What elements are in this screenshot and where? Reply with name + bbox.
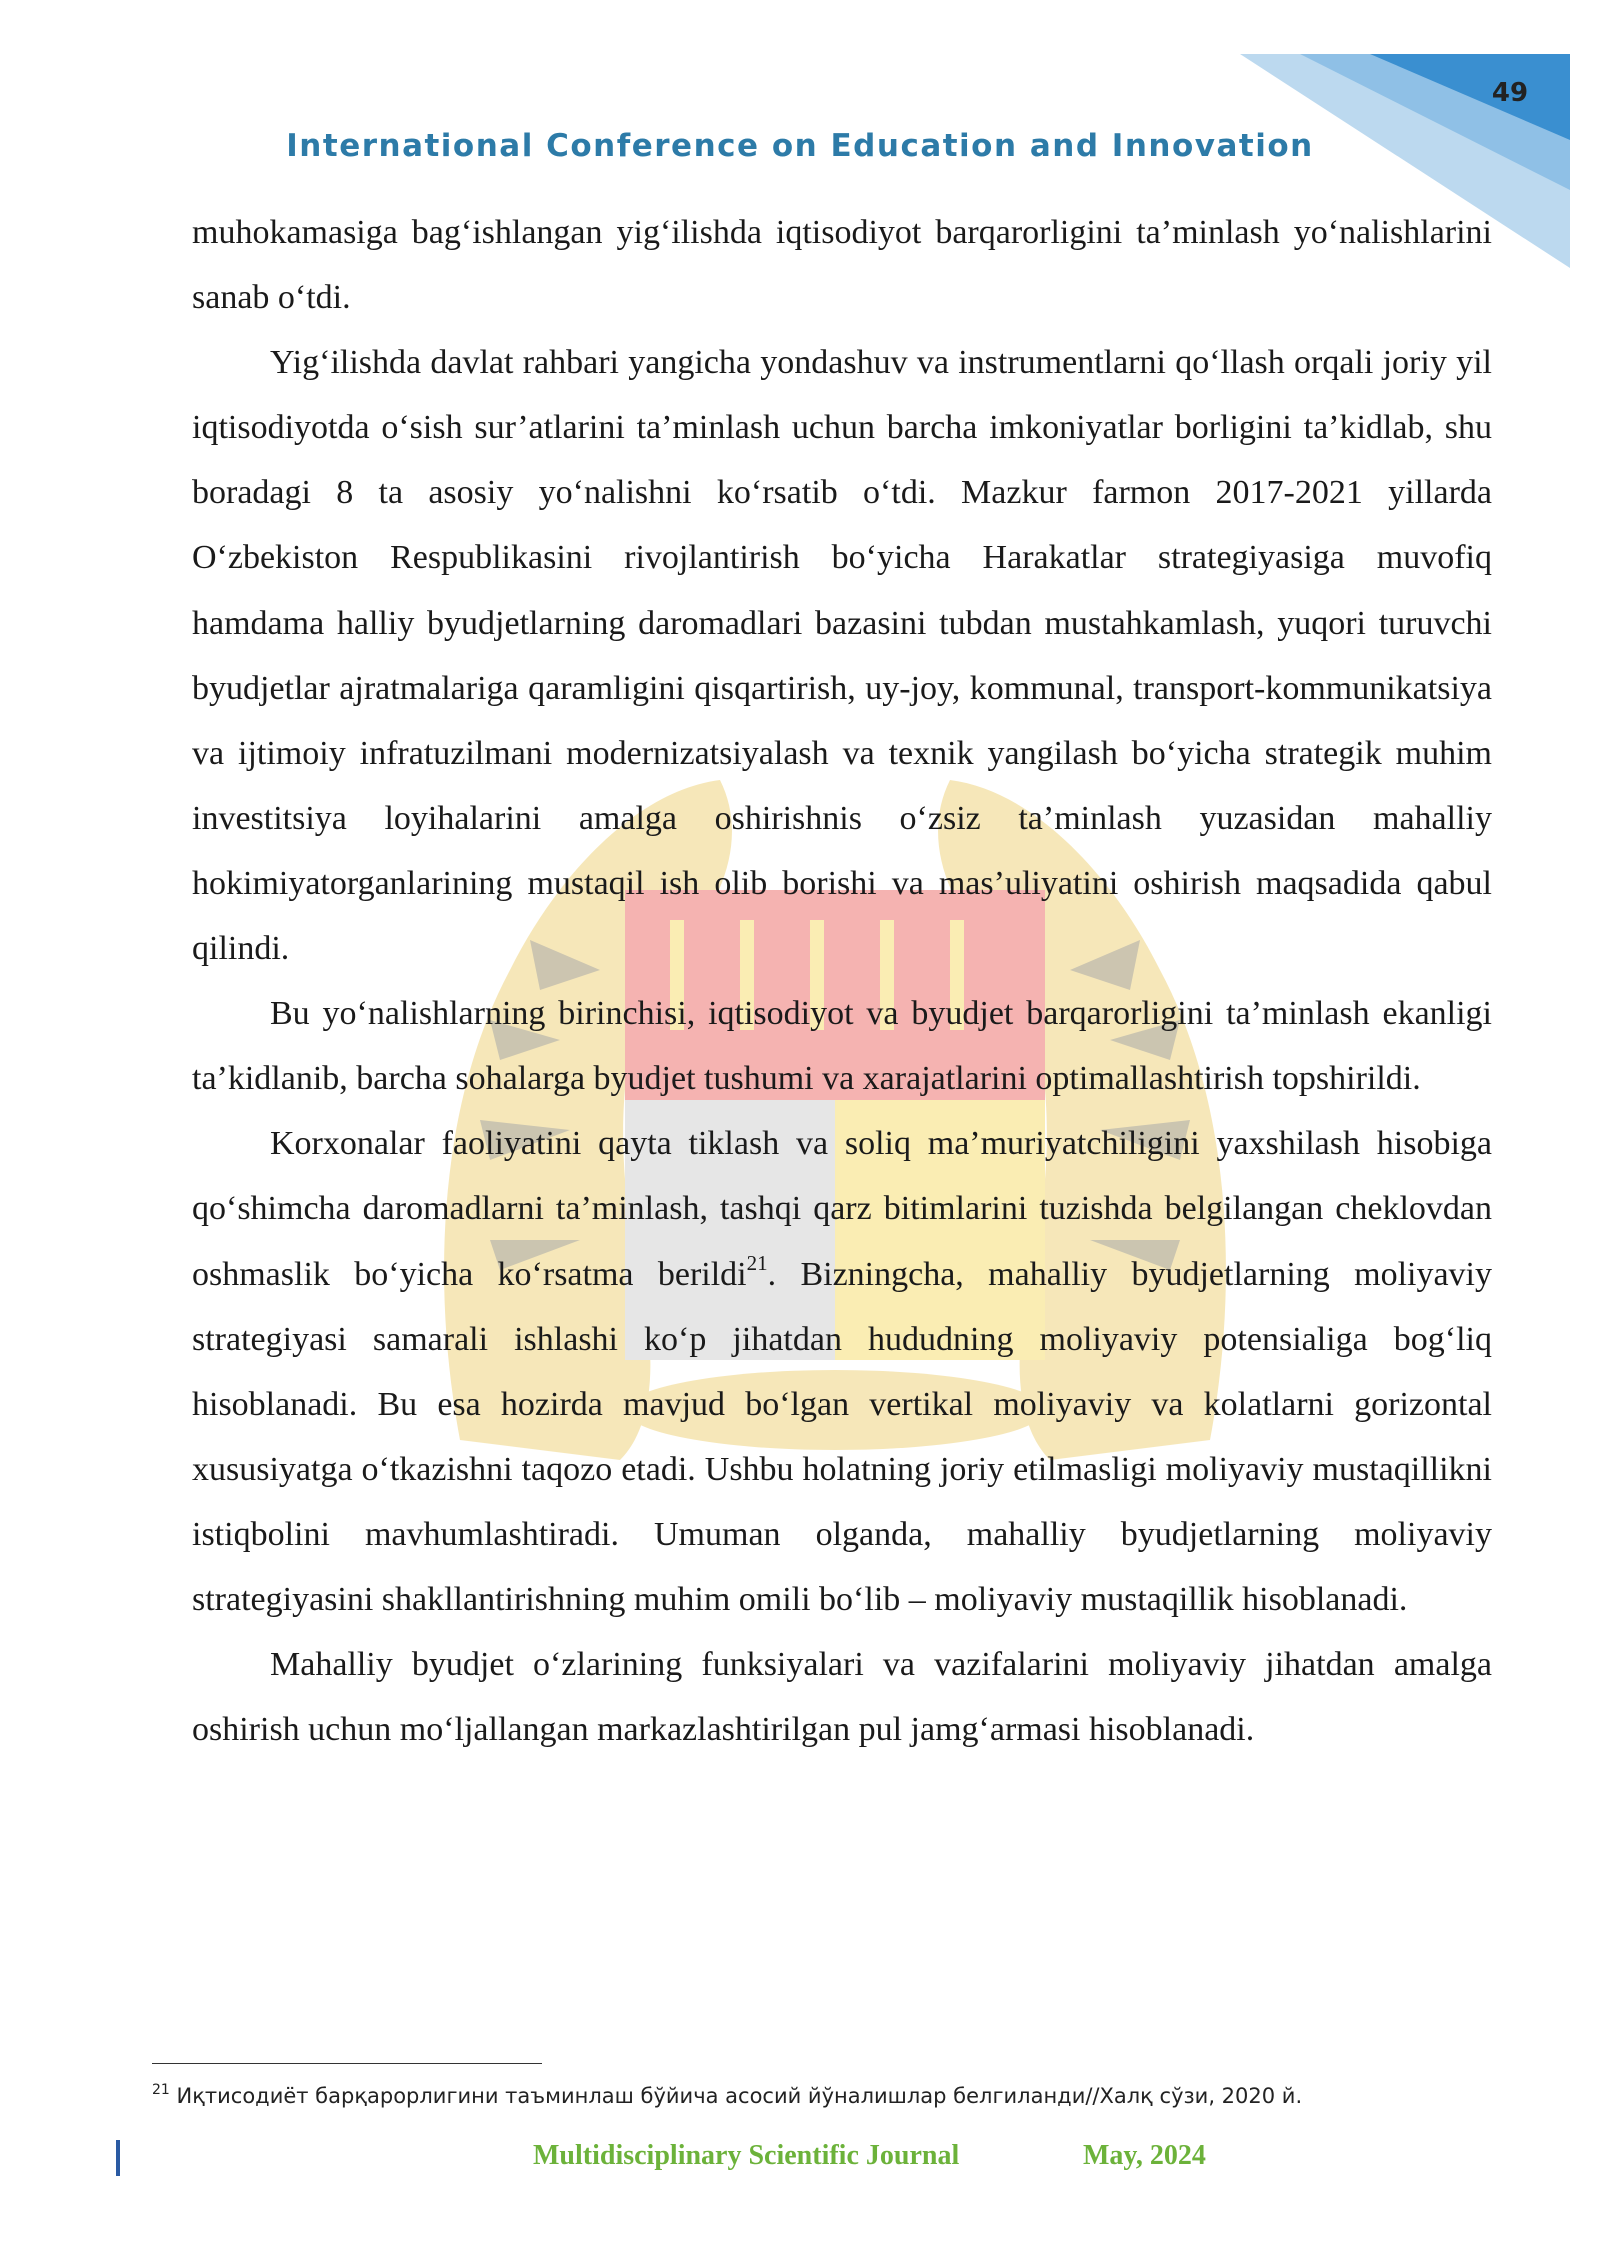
paragraph: Mahalliy byudjet o‘zlarining funksiyalari va vazifalarini moliyaviy jihatdan amalga oshirish uchun mo‘ljallangan markazlashtirilgan pul jamg‘armasi hisoblanadi. [192,1646,1492,1749]
paragraph: muhokamasiga bag‘ishlangan yig‘ilishda iqtisodiyot barqarorligini ta’minlash yo‘nalishlarini sanab o‘tdi. [192,214,1492,317]
body-text [192,200,1492,1762]
paragraph: Bu yo‘nalishlarning birinchisi, iqtisodiyot va byudjet barqarorligini ta’minlash ekanligi ta’kidlanib, barcha sohalarga byudjet tushumi va xarajatlarini optimallashtirish topshirildi. [192,995,1492,1098]
paragraph: Yig‘ilishda davlat rahbari yangicha yondashuv va instrumentlarni qo‘llash orqali joriy yil iqtisodiyotda o‘sish sur’atlarini ta’minlash uchun barcha imkoniyatlar borligini ta’kidlab, shu boradagi 8 ta asosiy yo‘nalishni ko‘rsatib o‘tdi. Mazkur farmon 2017-2021 yillarda O‘zbekiston Respublikasini rivojlantirish bo‘yicha Harakatlar strategiyasiga muvofiq hamdama halliy byudjetlarning daromadlari bazasini tubdan mustahkamlash, yuqori turuvchi byudjetlar ajratmalariga qaramligini qisqartirish, uy-joy, kommunal, transport-kommunikatsiya va ijtimoiy infratuzilmani modernizatsiyalash va texnik yangilash bo‘yicha strategik muhim investitsiya loyihalarini amalga oshirishnis o‘zsiz ta’minlash yuzasidan mahalliy hokimiyatorganlarining mustaqil ish olib borishi va mas’uliyatini oshirish maqsadida qabul qilindi. [192,344,1492,968]
footnote [152,2084,1502,2108]
footnote-reference[interactable]: 21 [746,1251,768,1276]
conference-title: International Conference on Education and Innovation [286,128,1314,164]
footer-journal-name: Multidisciplinary Scientific Journal [533,2140,960,2171]
footnote-divider [152,2063,542,2064]
footnote-number: 21 [152,2082,170,2098]
footer-bar [116,2140,120,2176]
paragraph-text: Korxonalar faoliyatini qayta tiklash va soliq ma’muriyatchiligini yaxshilash hisobiga qo‘shimcha daromadlarni ta’minlash, tashqi qarz bitimlarini tuzishda belgilangan cheklovdan oshmaslik bo‘yicha ko‘rsatma berildi [192,1125,1492,1293]
paragraph-text-continued: . Bizningcha, mahalliy byudjetlarning moliyaviy strategiyasi samarali ishlashi ko‘p jihatdan hududning moliyaviy potensialiga bog‘liq hisoblanadi. Bu esa hozirda mavjud bo‘lgan vertikal moliyaviy va kolatlarni gorizontal xususiyatga o‘tkazishni taqozo etadi. Ushbu holatning joriy etilmasligi moliyaviy mustaqillikni istiqbolini mavhumlashtiradi. Umuman olganda, mahalliy byudjetlarning moliyaviy strategiyasini shakllantirishning muhim omili bo‘lib – moliyaviy mustaqillik hisoblanadi. [192,1255,1492,1618]
footnote-text: Иқтисодиёт барқарорлигини таъминлаш бўйича асосий йўналишлар белгиланди//Халқ сўзи, 2020 й. [169,2084,1303,2108]
footer-date: May, 2024 [1083,2140,1206,2171]
page-number: 49 [1491,78,1529,108]
paragraph-with-footnote [192,1111,1492,1632]
